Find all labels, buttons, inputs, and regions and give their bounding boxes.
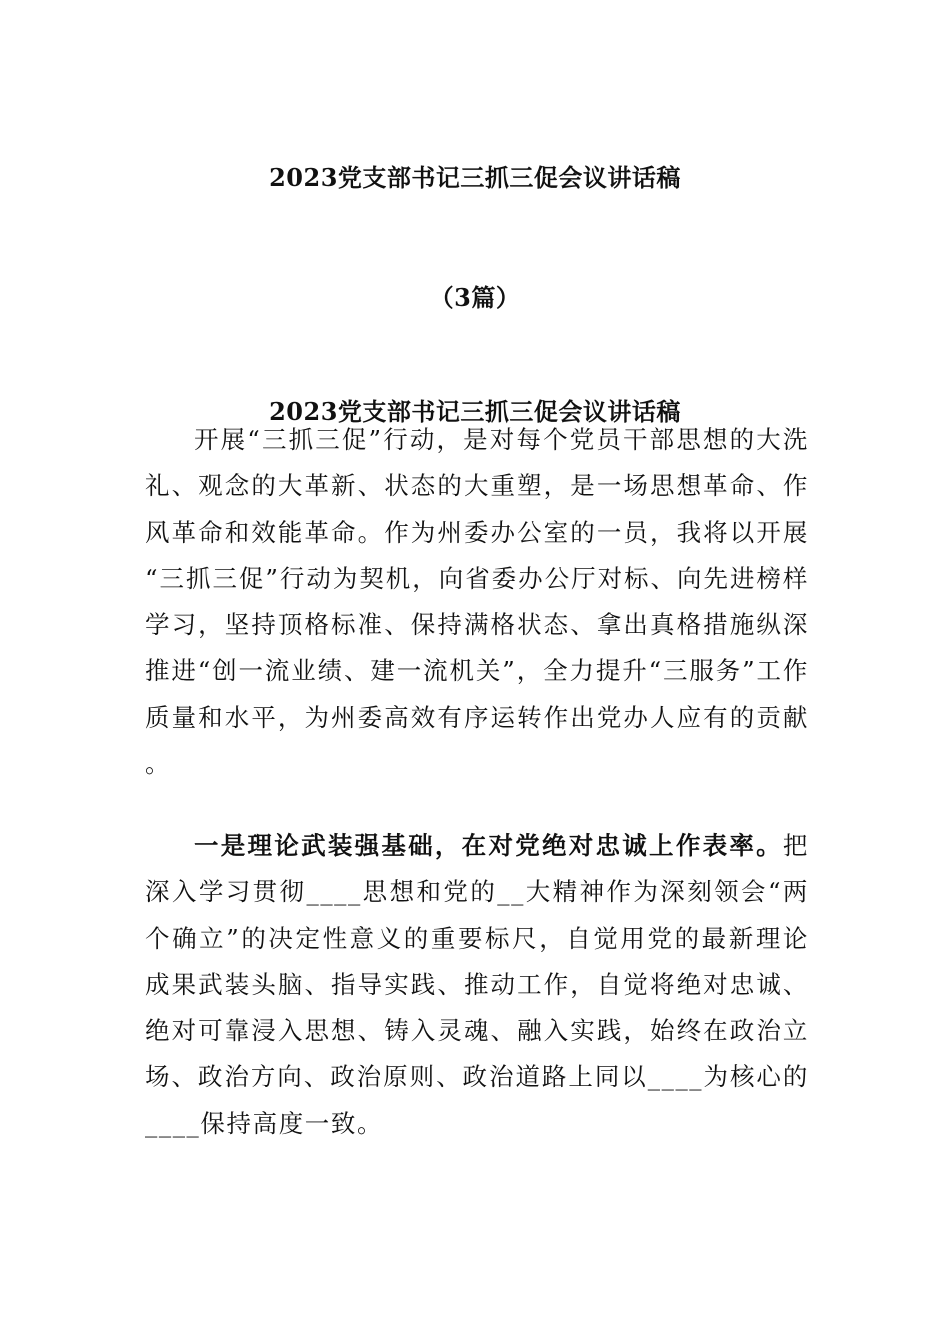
body-paragraph-2 bbox=[145, 823, 809, 1147]
document-title: 2023党支部书记三抓三促会议讲话稿 bbox=[269, 163, 681, 192]
article-title: 2023党支部书记三抓三促会议讲话稿 bbox=[269, 397, 681, 426]
paragraph-2-text: 把深入学习贯彻____思想和党的__大精神作为深刻领会“两个确立”的决定性意义的重要标尺，自觉用党的最新理论成果武装头脑、指导实践、推动工作，自觉将绝对忠诚、绝对可靠浸入思想、铸入灵魂、融入实践，始终在政治立场、政治方向、政治原则、政治道路上同以____为核心的____保持高度一致。 bbox=[145, 831, 809, 1138]
paragraph-1-text: 开展“三抓三促”行动，是对每个党员干部思想的大洗礼、观念的大革新、状态的大重塑，是一场思想革命、作风革命和效能革命。作为州委办公室的一员，我将以开展“三抓三促”行动为契机，向省委办公厅对标、向先进榜样学习，坚持顶格标准、保持满格状态、拿出真格措施纵深推进“创一流业绩、建一流机关”，全力提升“三服务”工作质量和水平，为州委高效有序运转作出党办人应有的贡献。 bbox=[145, 425, 809, 779]
body-paragraph-1 bbox=[145, 417, 809, 787]
document-count-label: （3篇） bbox=[429, 283, 521, 312]
paragraph-2-lead: 一是理论武装强基础，在对党绝对忠诚上作表率。 bbox=[194, 831, 783, 860]
